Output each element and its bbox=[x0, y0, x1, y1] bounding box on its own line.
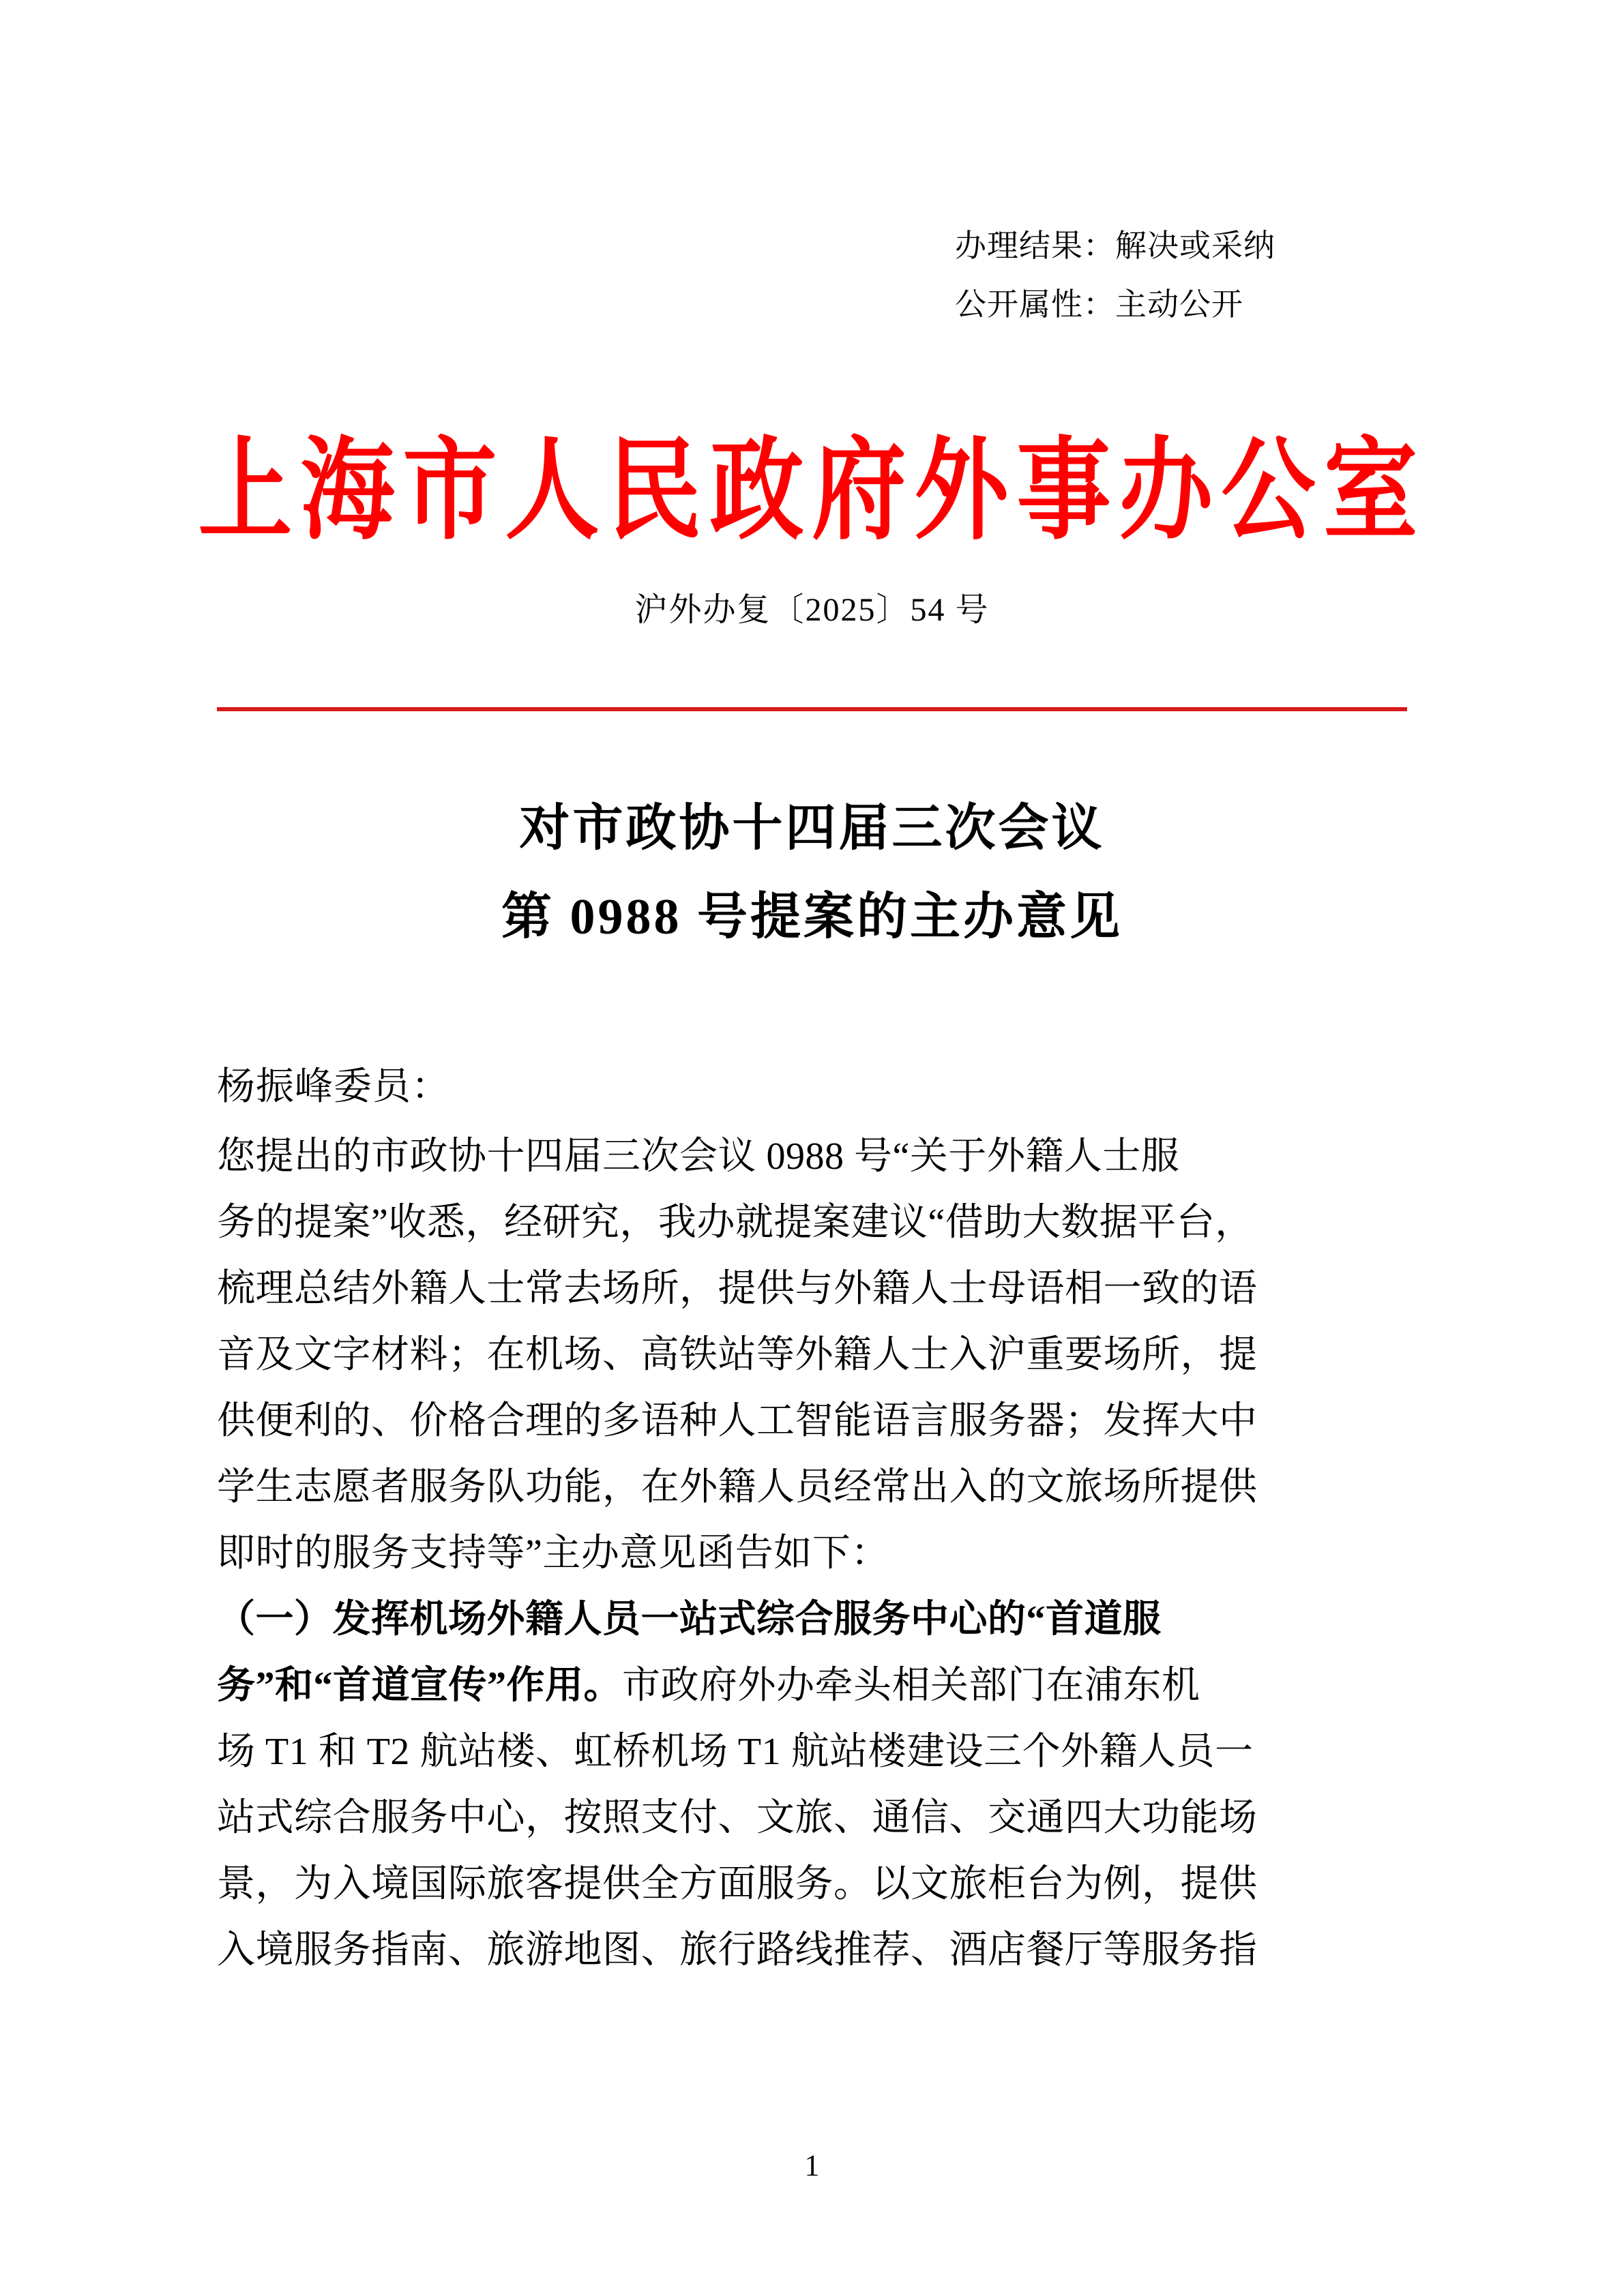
page-number: 1 bbox=[804, 2149, 820, 2182]
section-one bbox=[217, 1587, 1407, 1984]
section-one-heading-line: （一）发挥机场外籍人员一站式综合服务中心的“首道服 bbox=[217, 1598, 1162, 1641]
paragraph-line: 梳理总结外籍人士常去场所，提供与外籍人士母语相一致的语 bbox=[217, 1268, 1258, 1310]
paragraph-line: 场 T1 和 T2 航站楼、虹桥机场 T1 航站楼建设三个外籍人员一 bbox=[217, 1731, 1254, 1773]
paragraph-line: 务的提案”收悉，经研究，我办就提案建议“借助大数据平台， bbox=[217, 1202, 1254, 1244]
paragraph-opening bbox=[217, 1124, 1407, 1587]
paragraph-line: 即时的服务支持等”主办意见函告如下： bbox=[217, 1532, 889, 1575]
body-content bbox=[217, 1050, 1407, 1984]
section-one-heading-tail bbox=[217, 1653, 1407, 1719]
paragraph-line: 您提出的市政协十四届三次会议 0988 号“关于外籍人士服 bbox=[217, 1135, 1180, 1178]
salutation: 杨振峰委员： bbox=[217, 1066, 450, 1108]
section-one-heading-bold-tail: 务”和“首道宣传”作用。 bbox=[217, 1665, 622, 1707]
paragraph-line: 站式综合服务中心，按照支付、文旅、通信、交通四大功能场 bbox=[217, 1797, 1258, 1839]
masthead bbox=[0, 430, 1624, 553]
document-title-line-1: 对市政协十四届三次会议 bbox=[519, 801, 1105, 856]
document-title-line-2: 第 0988 号提案的主办意见 bbox=[501, 889, 1123, 945]
paragraph-line: 入境服务指南、旅游地图、旅行路线推荐、酒店餐厅等服务指 bbox=[217, 1929, 1258, 1971]
red-divider-rule bbox=[217, 707, 1407, 711]
meta-line-disclosure-attribute: 公开属性：主动公开 bbox=[955, 287, 1243, 322]
issuing-organization: 上海市人民政府外事办公室 bbox=[198, 430, 1426, 553]
paragraph-line: 供便利的、价格合理的多语种人工智能语言服务器；发挥大中 bbox=[217, 1400, 1258, 1442]
section-one-body-start: 市政府外办牵头相关部门在浦东机 bbox=[622, 1665, 1200, 1707]
header-metadata bbox=[955, 217, 1473, 334]
paragraph-line: 学生志愿者服务队功能，在外籍人员经常出入的文旅场所提供 bbox=[217, 1466, 1258, 1508]
paragraph-line: 音及文字材料；在机场、高铁站等外籍人士入沪重要场所，提 bbox=[217, 1334, 1258, 1376]
document-title bbox=[0, 784, 1624, 961]
paragraph-line: 景，为入境国际旅客提供全方面服务。以文旅柜台为例，提供 bbox=[217, 1863, 1258, 1905]
document-number: 沪外办复〔2025〕54 号 bbox=[634, 592, 990, 628]
meta-line-processing-result: 办理结果：解决或采纳 bbox=[955, 228, 1275, 263]
